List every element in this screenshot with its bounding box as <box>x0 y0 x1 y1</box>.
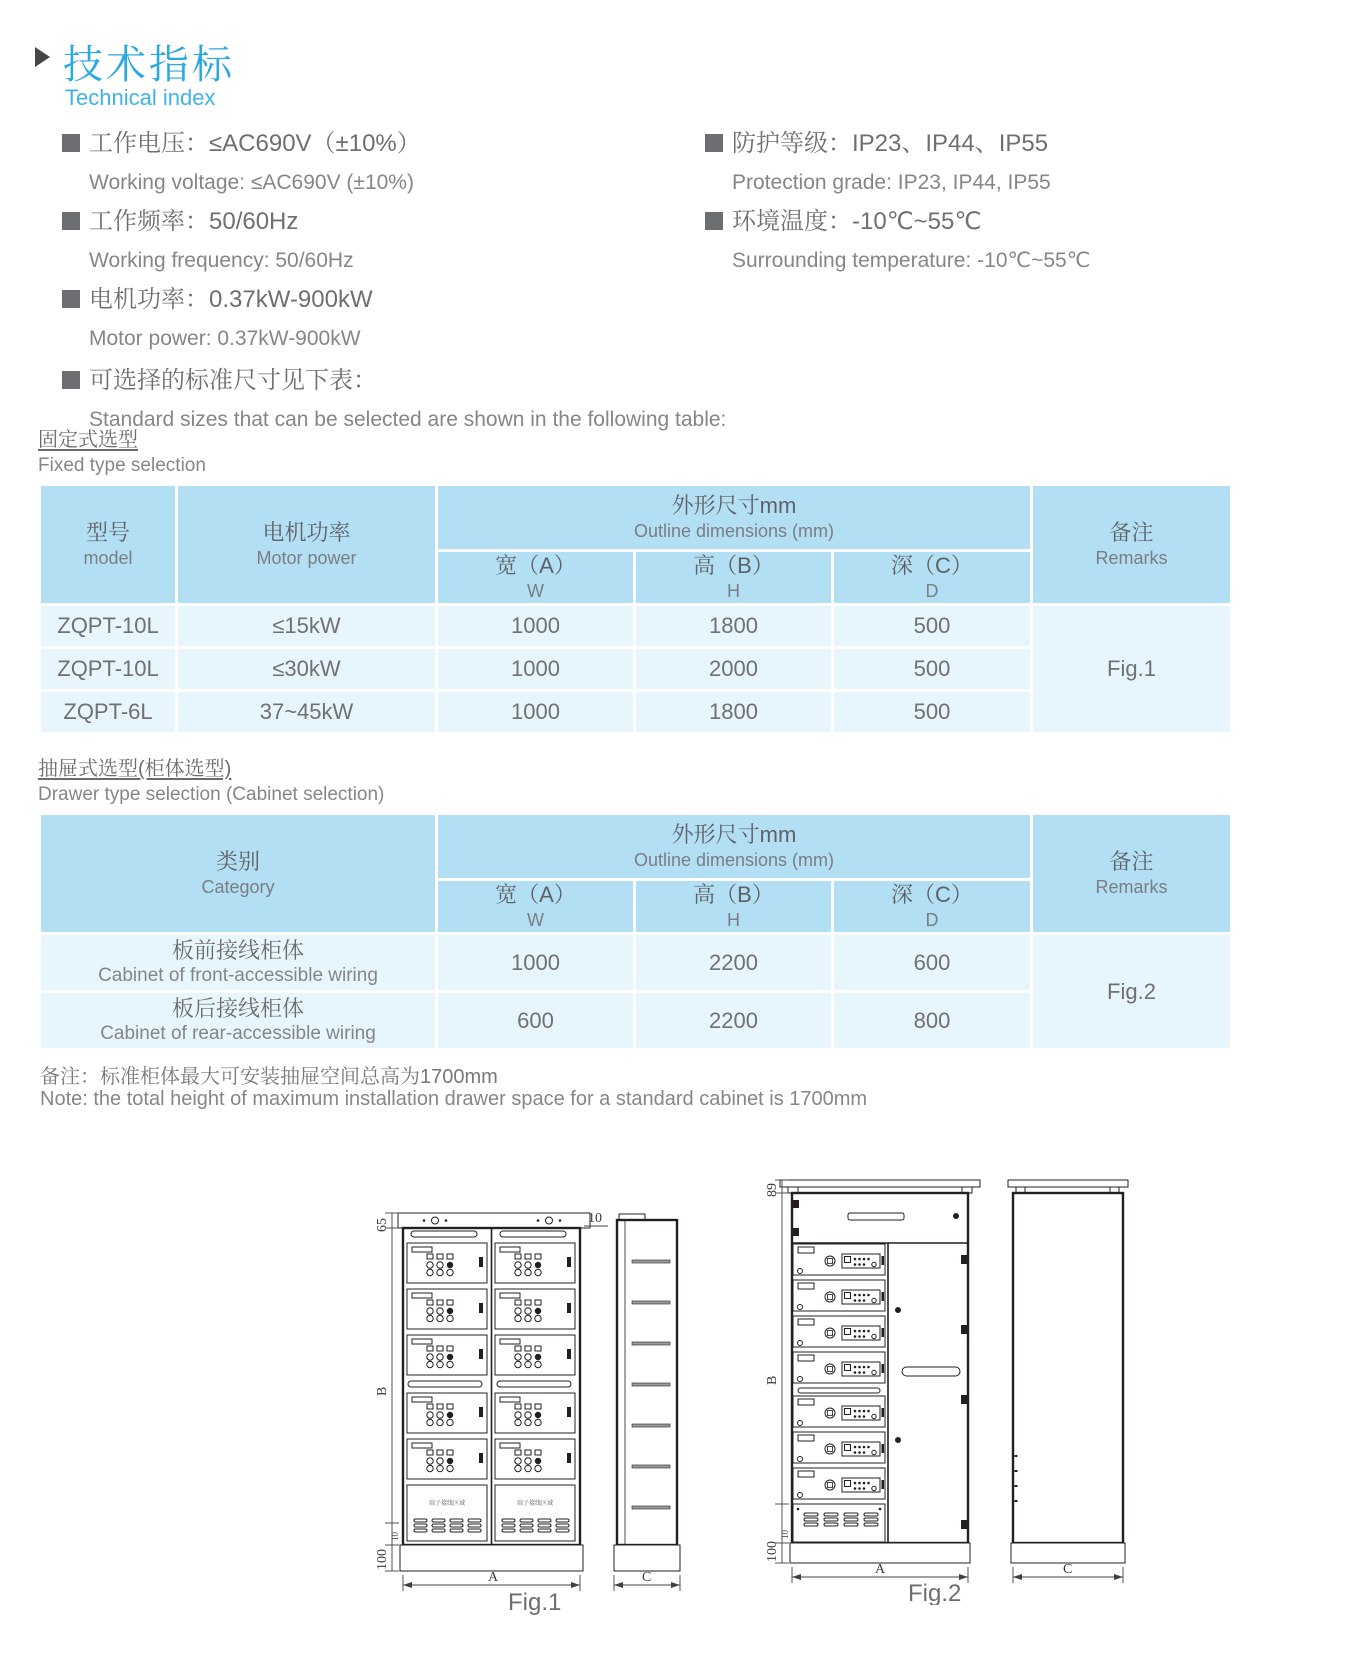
col-header-remarks: 备注 Remarks <box>1032 485 1232 605</box>
fig2-caption: Fig.2 <box>908 1580 962 1605</box>
cell-category: 板前接线柜体 Cabinet of front-accessible wiring <box>40 934 437 992</box>
spec-zh: 可选择的标准尺寸见下表： <box>89 367 377 394</box>
note-en: Note: the total height of maximum installation drawer space for a standard cabinet is 1700mm <box>40 1088 868 1110</box>
spec-surrounding-temperature <box>705 202 1325 279</box>
col-header-outline-dimensions: 外形尺寸mm Outline dimensions (mm) <box>437 485 1032 551</box>
cell-width: 600 <box>437 992 635 1050</box>
cell-width: 1000 <box>437 691 635 734</box>
fig1-front-view <box>398 1213 590 1571</box>
cell-category: 板后接线柜体 Cabinet of rear-accessible wiring <box>40 992 437 1050</box>
fixed-type-table <box>38 483 1233 735</box>
cell-depth: 500 <box>833 605 1032 648</box>
cell-model: ZQPT-10L <box>40 605 177 648</box>
drawer-table-label-en: Drawer type selection (Cabinet selection) <box>38 784 385 805</box>
spec-zh: 工作频率：50/60Hz <box>89 208 299 235</box>
col-header-depth: 深（C） D <box>833 551 1032 605</box>
cell-height: 2200 <box>635 934 833 992</box>
spec-zh: 电机功率：0.37kW-900kW <box>89 286 373 313</box>
page-subtitle: Technical index <box>65 85 216 110</box>
section-arrow-icon <box>35 47 50 67</box>
dim-label-100: 100 <box>375 1549 390 1570</box>
spec-list-right <box>705 124 1325 280</box>
spec-motor-power <box>62 280 682 357</box>
cabinet-base <box>400 1545 583 1571</box>
cell-power: ≤15kW <box>177 605 437 648</box>
cell-height: 2000 <box>635 648 833 691</box>
cell-remark: Fig.1 <box>1032 605 1232 734</box>
fig1-caption: Fig.1 <box>508 1589 562 1616</box>
col-header-outline-dimensions: 外形尺寸mm Outline dimensions (mm) <box>437 814 1032 880</box>
fig2-front-view <box>780 1180 980 1563</box>
spec-list-left <box>62 124 727 439</box>
spec-protection-grade <box>705 124 1325 201</box>
cell-depth: 600 <box>833 934 1032 992</box>
cabinet-base <box>790 1543 970 1563</box>
cell-depth: 500 <box>833 691 1032 734</box>
cell-depth: 500 <box>833 648 1032 691</box>
spec-zh: 防护等级：IP23、IP44、IP55 <box>732 130 1049 157</box>
col-header-motor-power: 电机功率 Motor power <box>177 485 437 605</box>
dim-label-10-lip: 10 <box>588 1211 602 1226</box>
header-row <box>40 485 1232 551</box>
col-header-category: 类别 Category <box>40 814 437 934</box>
fixed-table-label <box>38 427 206 479</box>
cell-power: 37~45kW <box>177 691 437 734</box>
col-header-remarks: 备注 Remarks <box>1032 814 1232 934</box>
col-header-depth: 深（C） D <box>833 880 1032 934</box>
spec-zh: 环境温度：-10℃~55℃ <box>732 208 982 235</box>
col-header-width: 宽（A） W <box>437 551 635 605</box>
drawer-table-label <box>38 756 384 808</box>
drawer-type-table <box>38 812 1233 1051</box>
cell-height: 1800 <box>635 605 833 648</box>
dim-label-10-vent: 10 <box>390 1532 400 1541</box>
fixed-table-label-zh: 固定式选型 <box>38 429 138 451</box>
header-row <box>40 814 1232 880</box>
fixed-table-label-en: Fixed type selection <box>38 455 206 476</box>
spec-working-frequency <box>62 202 682 279</box>
cell-height: 2200 <box>635 992 833 1050</box>
bullet-square-icon <box>62 134 80 152</box>
cabinet-base <box>614 1545 680 1571</box>
table-row <box>40 605 1232 648</box>
cell-width: 1000 <box>437 648 635 691</box>
spec-en: Protection grade: IP23, IP44, IP55 <box>732 171 1051 194</box>
spec-en: Working voltage: ≤AC690V (±10%) <box>89 171 414 194</box>
cell-model: ZQPT-6L <box>40 691 177 734</box>
dim-label-A: A <box>875 1562 886 1577</box>
col-header-height: 高（B） H <box>635 551 833 605</box>
cell-depth: 800 <box>833 992 1032 1050</box>
cell-model: ZQPT-10L <box>40 648 177 691</box>
note-zh: 备注：标准柜体最大可安装抽屉空间总高为1700mm <box>40 1066 498 1088</box>
spec-en: Surrounding temperature: -10℃~55℃ <box>732 249 1091 272</box>
fig2-drawing <box>730 1125 1160 1605</box>
cell-width: 1000 <box>437 605 635 648</box>
dim-label-C: C <box>642 1570 652 1585</box>
col-header-model: 型号 model <box>40 485 177 605</box>
spec-working-voltage <box>62 124 682 201</box>
col-header-width: 宽（A） W <box>437 880 635 934</box>
dim-label-B: B <box>765 1375 780 1385</box>
cell-height: 1800 <box>635 691 833 734</box>
dim-label-A: A <box>488 1570 499 1585</box>
spec-en: Standard sizes that can be selected are shown in the following table: <box>89 408 727 431</box>
fig1-side-view <box>614 1214 680 1571</box>
fig2-side-view <box>1008 1180 1128 1563</box>
bullet-square-icon <box>62 371 80 389</box>
cell-remark: Fig.2 <box>1032 934 1232 1050</box>
col-header-height: 高（B） H <box>635 880 833 934</box>
dim-label-89: 89 <box>765 1183 780 1197</box>
fig1-drawing: 端子接线区域 65 B 10 100 10 A C Fig.1 <box>340 1160 700 1620</box>
cell-power: ≤30kW <box>177 648 437 691</box>
spec-zh: 工作电压：≤AC690V（±10%） <box>89 130 421 157</box>
page-title: 技术指标 <box>63 43 235 87</box>
cell-width: 1000 <box>437 934 635 992</box>
table-row <box>40 934 1232 992</box>
vent-panel <box>793 1504 885 1542</box>
spec-en: Working frequency: 50/60Hz <box>89 249 354 272</box>
drawer-table-label-zh: 抽屉式选型(柜体选型) <box>38 758 232 780</box>
dim-label-10-vent: 10 <box>780 1530 790 1539</box>
spec-en: Motor power: 0.37kW-900kW <box>89 327 361 350</box>
bullet-square-icon <box>705 134 723 152</box>
dim-label-C: C <box>1063 1562 1073 1577</box>
dim-label-B: B <box>375 1386 390 1396</box>
bullet-square-icon <box>705 212 723 230</box>
dim-label-100: 100 <box>765 1541 780 1562</box>
dim-label-65: 65 <box>375 1218 390 1232</box>
bullet-square-icon <box>62 290 80 308</box>
cabinet-base <box>1011 1543 1125 1563</box>
bullet-square-icon <box>62 212 80 230</box>
